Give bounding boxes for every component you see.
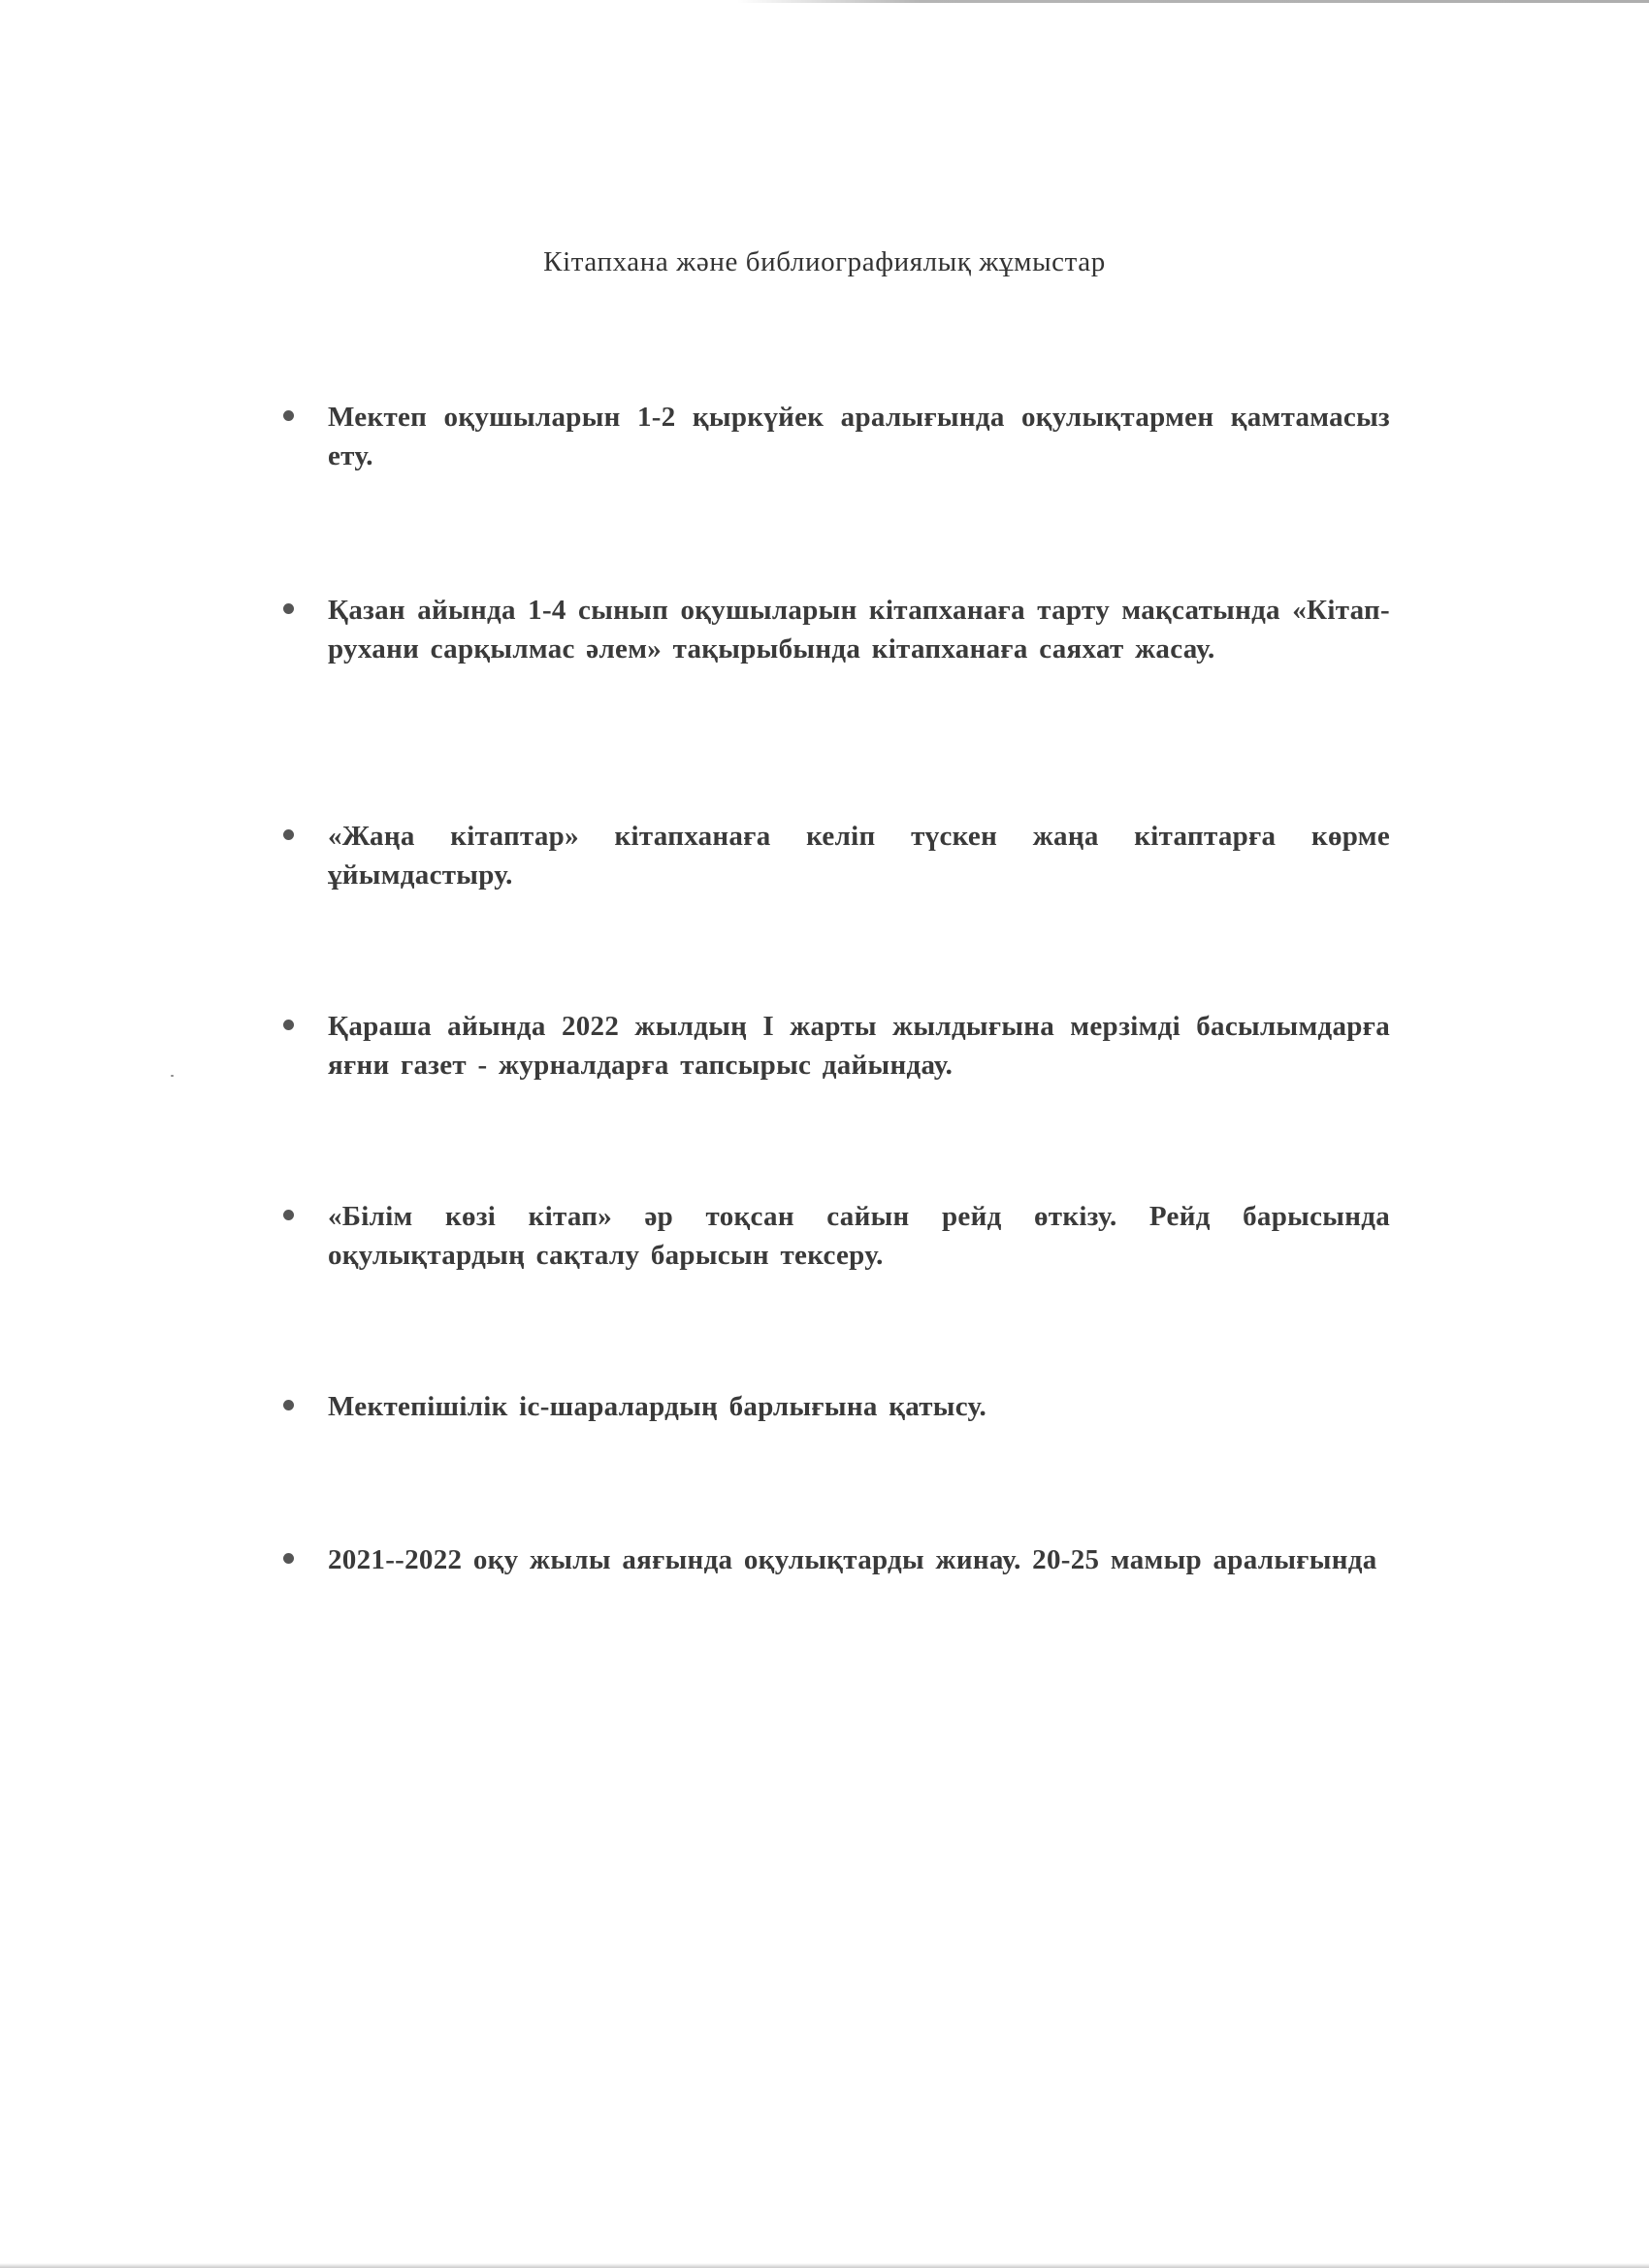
list-item-text: Қараша айында 2022 жылдың І жарты жылдығына мерзімді басылымдарға яғни газет - журналдарға тапсырыс дайындау.	[328, 1011, 1390, 1081]
list-item	[328, 1387, 1390, 1426]
document-title: Кітапхана және библиографиялық жұмыстар	[543, 246, 1106, 277]
scan-edge-top	[737, 0, 1649, 3]
list-item	[328, 1007, 1390, 1085]
bullet-icon	[283, 1400, 294, 1410]
bullet-icon	[283, 829, 294, 840]
list-item-text: 2021--2022 оқу жылы аяғында оқулықтарды жинау. 20-25 мамыр аралығында	[328, 1544, 1377, 1575]
list-item	[328, 817, 1390, 894]
list-item-text: Мектеп оқушыларын 1-2 қыркүйек аралығында оқулықтармен қамтамасыз ету.	[328, 402, 1390, 471]
list-item-text: «Білім көзі кітап» әр тоқсан сайын рейд өткізу. Рейд барысында оқулықтардың сақталу барысын тексеру.	[328, 1201, 1390, 1271]
bullet-icon	[283, 1210, 294, 1220]
scan-edge-bottom	[0, 2263, 1649, 2268]
list-item	[328, 1197, 1390, 1275]
bullet-icon	[283, 603, 294, 614]
list-item-text: «Жаңа кітаптар» кітапханаға келіп түскен жаңа кітаптарға көрме ұйымдастыру.	[328, 821, 1390, 891]
list-item-text: Мектепішілік іс-шаралардың барлығына қатысу.	[328, 1391, 986, 1422]
list-item	[328, 398, 1390, 475]
list-item	[328, 1540, 1390, 1579]
bullet-icon	[283, 1553, 294, 1564]
scan-speck	[171, 1075, 174, 1077]
bullet-icon	[283, 1020, 294, 1030]
list-item-text: Қазан айында 1-4 сынып оқушыларын кітапханаға тарту мақсатында «Кітап- рухани сарқылмас әлем» тақырыбында кітапханаға саяхат жасау.	[328, 595, 1390, 664]
list-item	[328, 591, 1390, 668]
bullet-icon	[283, 410, 294, 421]
